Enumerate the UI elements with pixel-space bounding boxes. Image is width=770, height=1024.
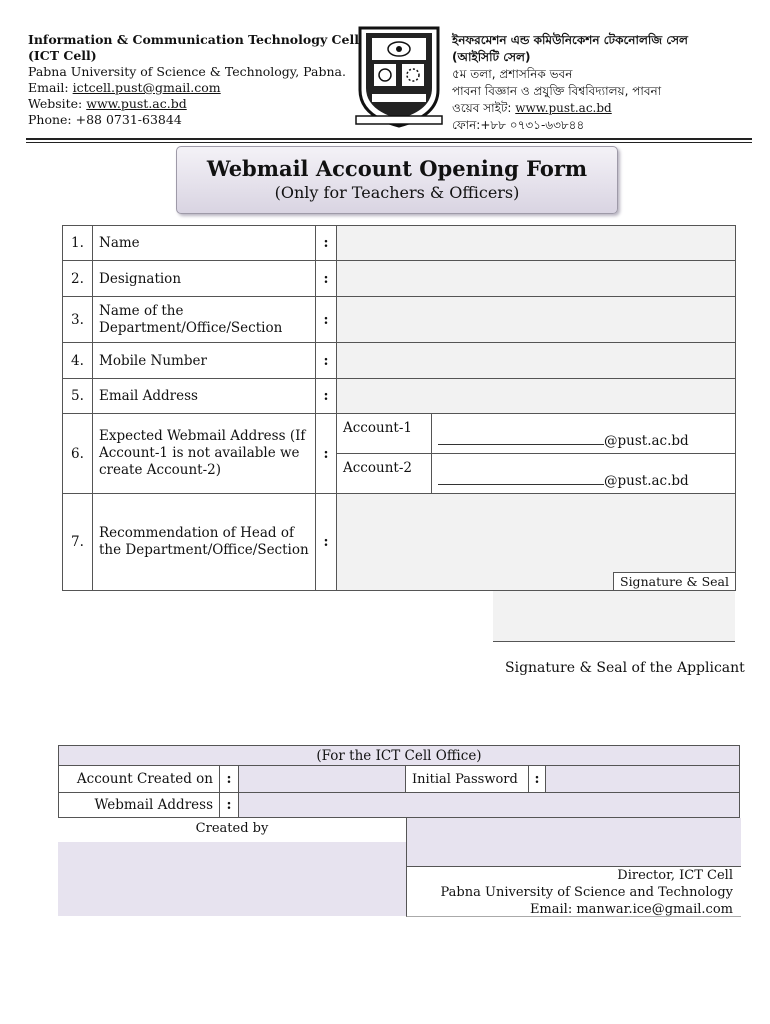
field-label: Name of the Department/Office/Section bbox=[93, 297, 316, 343]
row-number: 3. bbox=[63, 297, 93, 343]
email-line bbox=[28, 80, 359, 96]
field-label: Email Address bbox=[93, 379, 316, 414]
initial-password-input[interactable] bbox=[546, 766, 739, 792]
director-signature-box[interactable] bbox=[406, 818, 741, 867]
website-label: Website: bbox=[28, 96, 87, 111]
office-heading: (For the ICT Cell Office) bbox=[59, 746, 740, 766]
account-2-domain: @pust.ac.bd bbox=[604, 473, 689, 489]
org-short-name: (ICT Cell) bbox=[28, 48, 97, 63]
application-form-table bbox=[62, 225, 736, 591]
university-name: Pabna University of Science & Technology, Pabna. bbox=[28, 64, 346, 79]
office-row-webmail bbox=[59, 793, 740, 818]
webmail-address-input[interactable] bbox=[239, 793, 740, 818]
director-title: Director, ICT Cell bbox=[617, 868, 733, 883]
website-label-bn: ওয়েব সাইট: bbox=[452, 101, 516, 115]
field-label: Recommendation of Head of the Department/Office/Section bbox=[93, 494, 316, 591]
account-created-label: Account Created on bbox=[59, 766, 220, 793]
row-number: 1. bbox=[63, 226, 93, 261]
colon: : bbox=[220, 766, 239, 793]
row-number: 5. bbox=[63, 379, 93, 414]
initial-password-cell bbox=[529, 766, 740, 793]
field-label: Name bbox=[93, 226, 316, 261]
phone-line-bn: ফোন:+৮৮ ০৭৩১-৬৩৮৪৪ bbox=[452, 118, 585, 132]
header-bangla bbox=[452, 32, 688, 134]
account-1-field[interactable] bbox=[432, 414, 736, 454]
form-row-webmail bbox=[63, 414, 736, 454]
applicant-signature-caption: Signature & Seal of the Applicant bbox=[505, 660, 745, 676]
account-1-label: Account-1 bbox=[337, 414, 432, 454]
colon: : bbox=[316, 379, 337, 414]
account-1-domain: @pust.ac.bd bbox=[604, 433, 689, 449]
office-use-table bbox=[58, 745, 740, 818]
department-input[interactable] bbox=[337, 297, 736, 343]
director-university: Pabna University of Science and Technology bbox=[440, 885, 733, 900]
website-link-bn[interactable]: www.pust.ac.bd bbox=[515, 101, 612, 115]
created-by-label: Created by bbox=[58, 818, 406, 843]
floor-bn: ৫ম তলা, প্রশাসনিক ভবন bbox=[452, 67, 573, 81]
header-divider bbox=[26, 138, 752, 140]
mobile-input[interactable] bbox=[337, 343, 736, 379]
designation-input[interactable] bbox=[337, 261, 736, 297]
applicant-signature-box[interactable] bbox=[493, 591, 735, 642]
website-line bbox=[28, 96, 359, 112]
website-link[interactable]: www.pust.ac.bd bbox=[86, 96, 187, 111]
university-logo bbox=[352, 20, 446, 128]
account-2-blank[interactable] bbox=[438, 472, 604, 485]
header-divider-thin bbox=[26, 142, 752, 143]
colon: : bbox=[529, 766, 546, 792]
name-input[interactable] bbox=[337, 226, 736, 261]
phone-line: Phone: +88 0731-63844 bbox=[28, 112, 182, 127]
colon: : bbox=[316, 414, 337, 494]
field-label: Mobile Number bbox=[93, 343, 316, 379]
row-number: 7. bbox=[63, 494, 93, 591]
university-name-bn: পাবনা বিজ্ঞান ও প্রযুক্তি বিশ্ববিদ্যালয়, পাবনা bbox=[452, 84, 662, 98]
row-number: 6. bbox=[63, 414, 93, 494]
initial-password-label: Initial Password bbox=[406, 766, 529, 793]
webmail-address-label: Webmail Address bbox=[59, 793, 220, 818]
form-row-email bbox=[63, 379, 736, 414]
org-short-name-bn: (আইসিটি সেল) bbox=[452, 50, 531, 64]
director-block bbox=[406, 866, 741, 917]
account-1-blank[interactable] bbox=[438, 432, 604, 445]
account-created-input[interactable] bbox=[239, 766, 406, 793]
account-2-label: Account-2 bbox=[337, 454, 432, 494]
row-number: 2. bbox=[63, 261, 93, 297]
field-label: Designation bbox=[93, 261, 316, 297]
row-number: 4. bbox=[63, 343, 93, 379]
form-row-mobile bbox=[63, 343, 736, 379]
field-label: Expected Webmail Address (If Account-1 is not available we create Account-2) bbox=[93, 414, 316, 494]
colon: : bbox=[316, 297, 337, 343]
colon: : bbox=[316, 343, 337, 379]
email-link[interactable]: ictcell.pust@gmail.com bbox=[72, 80, 221, 95]
org-name-bn: ইনফরমেশন এন্ড কমিউনিকেশন টেকনোলজি সেল bbox=[452, 33, 688, 47]
form-subtitle: (Only for Teachers & Officers) bbox=[274, 183, 520, 202]
office-heading-row bbox=[59, 746, 740, 766]
form-row-department bbox=[63, 297, 736, 343]
colon: : bbox=[316, 261, 337, 297]
colon: : bbox=[220, 793, 239, 818]
email-label: Email: bbox=[28, 80, 73, 95]
email-input[interactable] bbox=[337, 379, 736, 414]
header-english bbox=[28, 32, 359, 128]
recommendation-box[interactable] bbox=[337, 494, 736, 591]
form-row-recommendation bbox=[63, 494, 736, 591]
office-row-created bbox=[59, 766, 740, 793]
form-row-designation bbox=[63, 261, 736, 297]
colon: : bbox=[316, 226, 337, 261]
form-title: Webmail Account Opening Form bbox=[206, 156, 588, 181]
colon: : bbox=[316, 494, 337, 591]
signature-seal-caption: Signature & Seal bbox=[613, 572, 735, 590]
website-line-bn bbox=[452, 100, 688, 117]
org-name: Information & Communication Technology Cell bbox=[28, 32, 359, 47]
form-row-name bbox=[63, 226, 736, 261]
created-by-box[interactable] bbox=[58, 842, 406, 916]
director-email: Email: manwar.ice@gmail.com bbox=[529, 902, 733, 917]
account-2-field[interactable] bbox=[432, 454, 736, 494]
form-title-box bbox=[176, 146, 618, 214]
